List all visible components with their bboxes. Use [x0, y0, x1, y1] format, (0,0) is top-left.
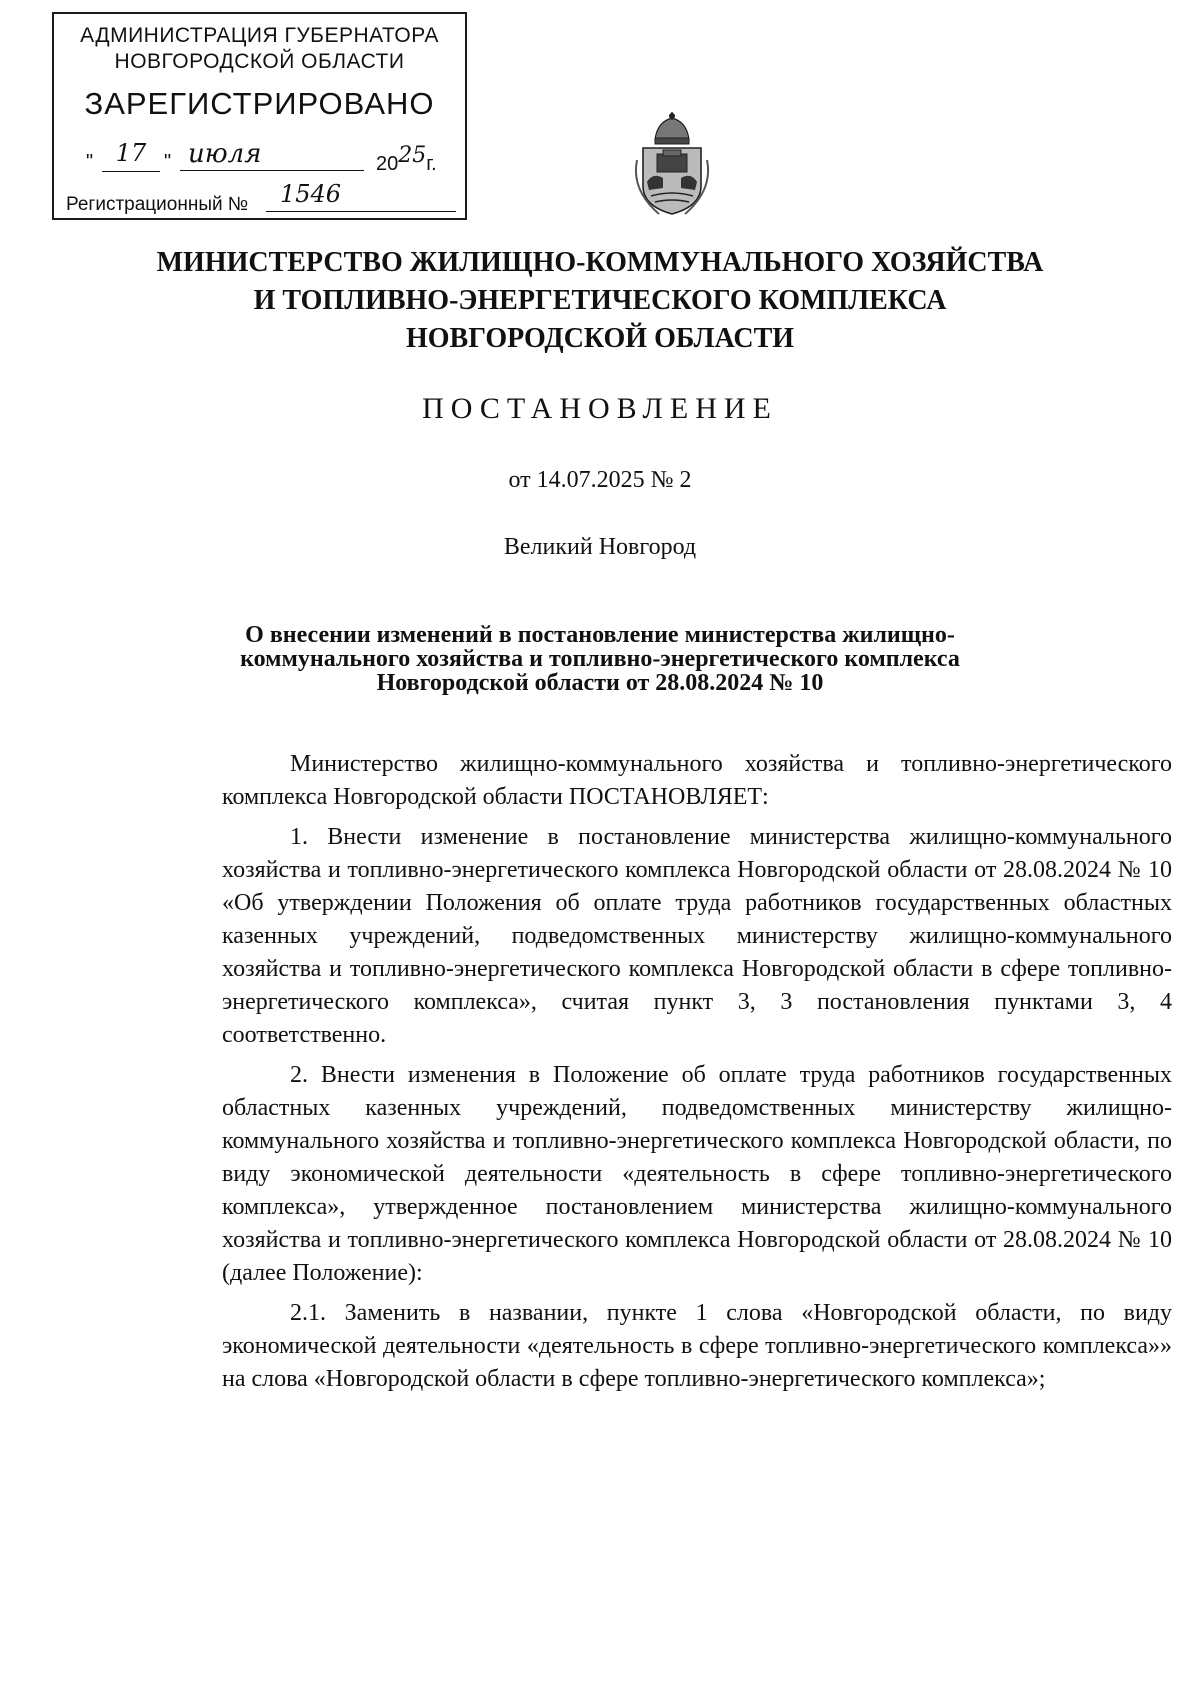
- document-date: от 14.07.2025 № 2: [508, 467, 692, 493]
- document-subject-line-3: Новгородской области от 28.08.2024 № 10: [376, 670, 824, 696]
- body-paragraph-1: 1. Внести изменение в постановление министерства жилищно-коммунального хозяйства и топливно-энергетического комплекса Новгородской области от 28.08.2024 № 10 «Об утверждении Положения об оплате труда работников государственных областных казенных учреждений, подведомственных министерству жилищно-коммунального хозяйства и топливно-энергетического комплекса Новгородской области в сфере топливно-энергетического комплекса», считая пункт 3, 3 постановления пунктами 3, 4 соответственно.: [222, 824, 1172, 1048]
- document-city: Великий Новгород: [503, 534, 697, 560]
- novgorod-coat-of-arms-icon: [629, 110, 715, 220]
- stamp-date-year: [376, 143, 437, 176]
- stamp-date-day: 17: [102, 139, 160, 172]
- stamp-org-line-2: НОВГОРОДСКОЙ ОБЛАСТИ: [114, 50, 405, 73]
- stamp-date-quote-close: ": [164, 151, 172, 173]
- ministry-title-line-3: НОВГОРОДСКОЙ ОБЛАСТИ: [405, 323, 795, 354]
- stamp-date: [84, 139, 454, 179]
- body-paragraph-preamble: Министерство жилищно-коммунального хозяйства и топливно-энергетического комплекса Новгородской области ПОСТАНОВЛЯЕТ:: [222, 751, 1172, 810]
- registration-stamp: [52, 12, 467, 220]
- stamp-date-year-prefix: 20: [376, 153, 399, 175]
- stamp-reg-label: Регистрационный №: [66, 194, 249, 215]
- stamp-reg-number: 1546: [266, 180, 456, 212]
- document-subject-line-1: О внесении изменений в постановление министерства жилищно-: [245, 622, 955, 648]
- body-paragraph-2-1: 2.1. Заменить в названии, пункте 1 слова «Новгородской области, по виду экономической деятельности «деятельность в сфере топливно-энергетического комплекса»» на слова «Новгородской области в сфере топливно-энергетического комплекса»;: [222, 1300, 1172, 1392]
- document-type: ПОСТАНОВЛЕНИЕ: [422, 392, 778, 425]
- stamp-org-line-1: АДМИНИСТРАЦИЯ ГУБЕРНАТОРА: [80, 24, 439, 47]
- ministry-title-line-1: МИНИСТЕРСТВО ЖИЛИЩНО-КОММУНАЛЬНОГО ХОЗЯЙСТВА: [156, 247, 1044, 278]
- stamp-registration: [66, 180, 456, 216]
- ministry-title: [0, 244, 1200, 358]
- document-subject: [0, 623, 1200, 695]
- stamp-title: ЗАРЕГИСТРИРОВАНО: [84, 86, 435, 121]
- body-paragraph-2: 2. Внести изменения в Положение об оплате труда работников государственных областных казенных учреждений, подведомственных министерству жилищно-коммунального хозяйства и топливно-энергетического комплекса Новгородской области, по виду экономической деятельности «деятельность в сфере топливно-энергетического комплекса», утвержденное постановлением министерства жилищно-коммунального хозяйства и топливно-энергетического комплекса Новгородской области от 28.08.2024 № 10 (далее Положение):: [222, 1062, 1172, 1286]
- stamp-date-year-unit: г.: [426, 153, 437, 175]
- document-body: [222, 748, 1172, 1403]
- stamp-date-quote-open: ": [86, 151, 94, 173]
- stamp-date-month: июля: [180, 139, 364, 171]
- stamp-date-year-suffix: 25: [398, 143, 427, 168]
- document-subject-line-2: коммунального хозяйства и топливно-энергетического комплекса: [240, 646, 960, 672]
- ministry-title-line-2: И ТОПЛИВНО-ЭНЕРГЕТИЧЕСКОГО КОМПЛЕКСА: [253, 285, 947, 316]
